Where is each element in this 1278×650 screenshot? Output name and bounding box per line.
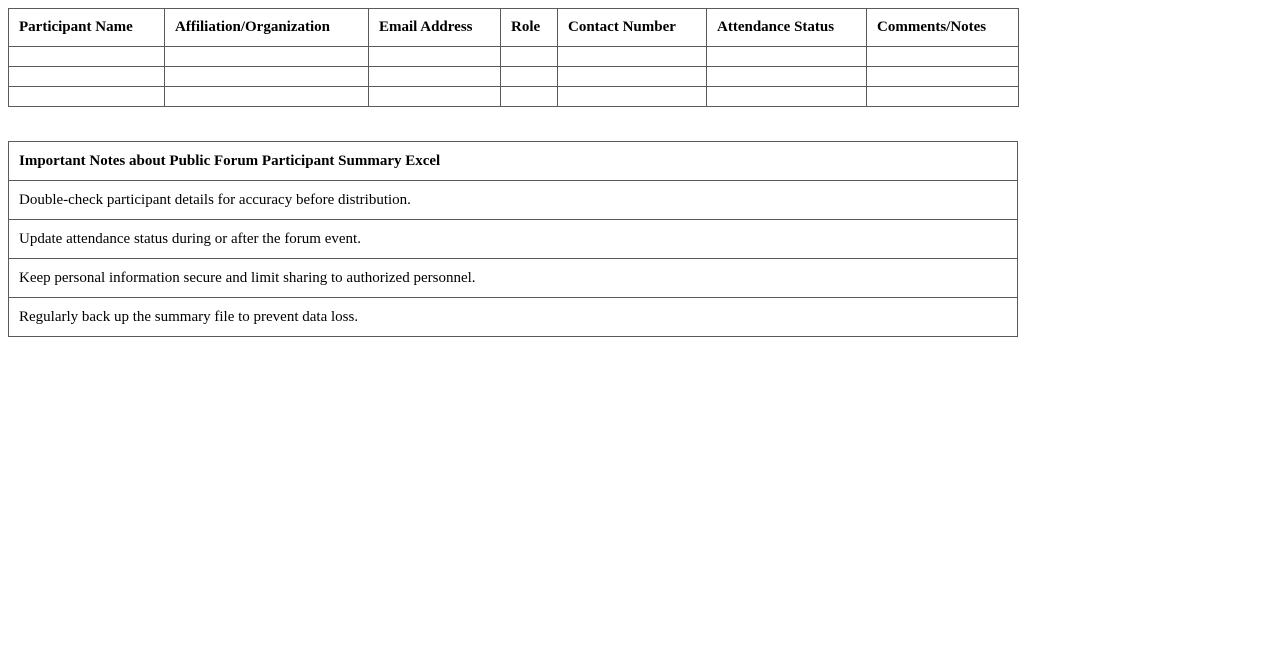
table-cell[interactable] [9,67,165,87]
header-affiliation[interactable]: Affiliation/Organization [165,9,369,47]
table-cell[interactable] [558,67,707,87]
list-item [9,259,1018,298]
list-item [9,181,1018,220]
table-cell[interactable] [867,87,1019,107]
table-row [9,87,1019,107]
note-text: Keep personal information secure and limit sharing to authorized personnel. [9,259,1018,298]
table-cell[interactable] [369,47,501,67]
header-participant-name[interactable]: Participant Name [9,9,165,47]
table-cell[interactable] [501,67,558,87]
table-cell[interactable] [867,47,1019,67]
list-item [9,220,1018,259]
participant-summary-table [8,8,1019,107]
table-cell[interactable] [501,47,558,67]
notes-title: Important Notes about Public Forum Participant Summary Excel [9,142,1018,181]
table-cell[interactable] [707,87,867,107]
note-text: Update attendance status during or after the forum event. [9,220,1018,259]
header-comments[interactable]: Comments/Notes [867,9,1019,47]
table-cell[interactable] [165,87,369,107]
note-text: Regularly back up the summary file to prevent data loss. [9,298,1018,337]
table-cell[interactable] [369,87,501,107]
table-cell[interactable] [165,67,369,87]
table-cell[interactable] [707,47,867,67]
header-contact-number[interactable]: Contact Number [558,9,707,47]
header-attendance-status[interactable]: Attendance Status [707,9,867,47]
table-row [9,67,1019,87]
header-email[interactable]: Email Address [369,9,501,47]
list-item [9,298,1018,337]
table-cell[interactable] [707,67,867,87]
header-role[interactable]: Role [501,9,558,47]
table-cell[interactable] [369,67,501,87]
table-header-row [9,9,1019,47]
notes-title-row [9,142,1018,181]
important-notes-table [8,141,1018,337]
table-cell[interactable] [9,47,165,67]
table-cell[interactable] [501,87,558,107]
note-text: Double-check participant details for accuracy before distribution. [9,181,1018,220]
table-cell[interactable] [9,87,165,107]
table-row [9,47,1019,67]
table-cell[interactable] [558,47,707,67]
table-cell[interactable] [867,67,1019,87]
table-cell[interactable] [165,47,369,67]
table-cell[interactable] [558,87,707,107]
